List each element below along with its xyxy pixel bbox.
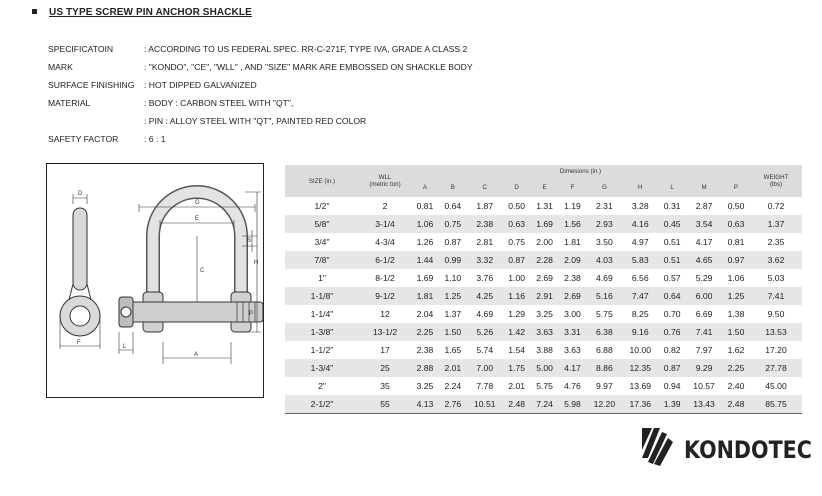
label-l: L — [123, 344, 127, 350]
table-cell: 1.81 — [411, 287, 439, 305]
col-b: B — [439, 177, 467, 197]
table-cell: 4.97 — [631, 237, 649, 247]
table-cell: 35 — [380, 381, 390, 391]
table-row — [285, 359, 802, 377]
table-cell: 1.87 — [476, 201, 494, 211]
dimensions-header: Dimesions (in.) — [411, 165, 750, 177]
table-row — [285, 305, 802, 323]
table-cell: 9.97 — [596, 381, 613, 391]
table-cell: 1.06 — [727, 273, 745, 283]
col-m: M — [686, 177, 722, 197]
side-view-bow — [73, 208, 87, 290]
label-g: G — [195, 200, 200, 206]
label-e: E — [195, 216, 200, 222]
table-cell: 0.87 — [444, 237, 462, 247]
table-cell: 2.04 — [416, 309, 434, 319]
table-cell: 1.10 — [444, 273, 462, 283]
table-cell: 3.76 — [476, 273, 494, 283]
table-cell: 1.25 — [722, 287, 750, 305]
table-cell: 0.87 — [503, 251, 531, 269]
table-cell: 9-1/2 — [359, 287, 411, 305]
table-cell: 1.26 — [416, 237, 434, 247]
table-cell: 12.35 — [622, 359, 658, 377]
table-cell: 2.93 — [586, 215, 622, 233]
table-cell: 5.16 — [586, 287, 622, 305]
table-cell: 1.56 — [559, 215, 587, 233]
table-cell: 2.69 — [559, 287, 587, 305]
table-cell: 0.99 — [439, 251, 467, 269]
table-cell: 5.74 — [476, 345, 494, 355]
table-cell: 5/8" — [285, 215, 359, 233]
table-cell: 55 — [359, 395, 411, 414]
table-cell: 3.50 — [596, 237, 613, 247]
kondotec-logo — [640, 424, 812, 466]
table-cell: 12.20 — [586, 395, 622, 414]
table-cell: 7.00 — [467, 359, 503, 377]
table-cell: 0.70 — [663, 309, 681, 319]
table-cell: 1-3/4" — [285, 359, 359, 377]
table-cell: 5.75 — [536, 381, 553, 391]
table-cell: 3.00 — [564, 309, 581, 319]
table-row — [285, 287, 802, 305]
table-row — [285, 341, 802, 359]
table-cell: 6.00 — [686, 287, 722, 305]
page-title-text: US TYPE SCREW PIN ANCHOR SHACKLE — [49, 7, 252, 18]
table-cell: 7.41 — [686, 323, 722, 341]
table-cell: 17.36 — [622, 395, 658, 414]
col-d: D — [503, 177, 531, 197]
logo-mark-icon — [640, 424, 682, 466]
table-cell: 2.88 — [411, 359, 439, 377]
table-row — [285, 395, 802, 414]
size-header: SIZE (in.) — [285, 165, 359, 197]
label-a: A — [194, 352, 199, 358]
spec-value: : HOT DIPPED GALVANIZED — [144, 80, 257, 90]
table-cell: 2.31 — [596, 201, 613, 211]
table-cell: 2 — [382, 201, 388, 211]
page-title — [32, 7, 252, 18]
table-body — [285, 197, 802, 414]
table-cell: 3-1/4 — [359, 215, 411, 233]
table-row — [285, 323, 802, 341]
wll-header: WLL (metric ton) — [359, 165, 411, 197]
spec-label: SURFACE FINISHING — [48, 80, 135, 90]
screw-pin — [125, 302, 263, 322]
table-cell: 4.13 — [411, 395, 439, 414]
table-cell: 2.81 — [476, 237, 494, 247]
table-cell: 17.20 — [765, 345, 787, 355]
table-cell: 0.50 — [508, 201, 526, 211]
table-cell: 5.83 — [622, 251, 658, 269]
table-cell: 1.81 — [564, 237, 581, 247]
table-cell: 0.51 — [658, 251, 686, 269]
table-cell: 1.06 — [411, 215, 439, 233]
col-p: P — [722, 177, 750, 197]
table-cell: 4.69 — [476, 309, 494, 319]
table-cell: 2.48 — [722, 395, 750, 414]
table-cell: 1.62 — [727, 345, 745, 355]
table-cell: 0.51 — [663, 237, 681, 247]
table-cell: 7/8" — [285, 251, 359, 269]
table-cell: 17 — [380, 345, 390, 355]
table-cell: 2.38 — [467, 215, 503, 233]
table-cell: 7.41 — [750, 287, 802, 305]
table-cell: 1" — [318, 273, 326, 283]
table-cell: 0.87 — [658, 359, 686, 377]
table-cell: 10.51 — [467, 395, 503, 414]
table-cell: 5.98 — [559, 395, 587, 414]
spec-label: SPECIFICATOIN — [48, 44, 114, 54]
table-cell: 4.17 — [695, 237, 713, 247]
table-cell: 7.47 — [622, 287, 658, 305]
table-cell: 1.16 — [503, 287, 531, 305]
table-cell: 5.75 — [596, 309, 613, 319]
table-cell: 0.76 — [658, 323, 686, 341]
table-cell: 7.97 — [695, 345, 713, 355]
table-cell: 2.91 — [531, 287, 559, 305]
table-cell: 2.09 — [559, 251, 587, 269]
spec-label: SAFETY FACTOR — [48, 134, 119, 144]
table-cell: 1.54 — [508, 345, 526, 355]
table-cell: 4.76 — [564, 381, 581, 391]
table-cell: 6.38 — [586, 323, 622, 341]
table-cell: 6.69 — [695, 309, 713, 319]
shackle-drawing — [46, 163, 264, 398]
table-row — [285, 233, 802, 251]
table-cell: 4-3/4 — [375, 237, 395, 247]
table-cell: 9.29 — [686, 359, 722, 377]
table-cell: 5.03 — [767, 273, 785, 283]
col-l: L — [658, 177, 686, 197]
table-cell: 13.53 — [750, 323, 802, 341]
table-cell: 0.94 — [663, 381, 681, 391]
table-cell: 3.28 — [631, 201, 649, 211]
shackle-diagram — [47, 164, 263, 397]
table-cell: 27.78 — [750, 359, 802, 377]
weight-header: WEIGHT (lbs) — [750, 165, 802, 197]
spec-label: MARK — [48, 62, 73, 72]
table-cell: 4.16 — [622, 215, 658, 233]
label-h: H — [254, 260, 259, 266]
table-cell: 7.78 — [476, 381, 494, 391]
table-cell: 0.97 — [722, 251, 750, 269]
table-cell: 6-1/2 — [359, 251, 411, 269]
table-cell: 1-1/2" — [310, 345, 334, 355]
table-cell: 3.63 — [531, 323, 559, 341]
table-cell: 2.00 — [536, 237, 553, 247]
table-cell: 0.75 — [439, 215, 467, 233]
table-cell: 1.50 — [439, 323, 467, 341]
table-cell: 1.00 — [508, 273, 526, 283]
table-cell: 9.50 — [767, 309, 785, 319]
table-cell: 1.44 — [411, 251, 439, 269]
spec-value: : 6 : 1 — [144, 134, 166, 144]
table-cell: 0.81 — [416, 201, 434, 211]
table-cell: 0.63 — [503, 215, 531, 233]
table-cell: 0.64 — [444, 201, 462, 211]
table-row — [285, 197, 802, 215]
table-row — [285, 377, 802, 395]
table-cell: 4.03 — [586, 251, 622, 269]
spec-value: : "KONDO", "CE", "WLL" , AND "SIZE" MARK ARE EMBOSSED ON SHACKLE BODY — [144, 62, 473, 72]
table-cell: 9.16 — [622, 323, 658, 341]
table-cell: 5.26 — [467, 323, 503, 341]
table-cell: 2.01 — [508, 381, 526, 391]
table-cell: 1.42 — [503, 323, 531, 341]
table-cell: 3.54 — [686, 215, 722, 233]
table-row — [285, 269, 802, 287]
table-cell: 4.17 — [559, 359, 587, 377]
table-cell: 2.40 — [727, 381, 745, 391]
table-cell: 8.25 — [631, 309, 649, 319]
spec-value: : ACCORDING TO US FEDERAL SPEC. RR-C-271F, TYPE IVA, GRADE A CLASS 2 — [144, 44, 468, 54]
table-cell: 2.87 — [695, 201, 713, 211]
table-cell: 0.82 — [663, 345, 681, 355]
col-h: H — [622, 177, 658, 197]
table-cell: 5.00 — [531, 359, 559, 377]
table-cell: 4.69 — [596, 273, 613, 283]
table-cell: 0.50 — [727, 201, 745, 211]
table-cell: 2.25 — [411, 323, 439, 341]
table-cell: 1.31 — [536, 201, 553, 211]
table-cell: 8.86 — [586, 359, 622, 377]
table-cell: 13.69 — [629, 381, 652, 391]
table-cell: 0.81 — [727, 237, 745, 247]
table-cell: 1/2" — [314, 201, 330, 211]
label-p: P — [249, 311, 254, 317]
table-cell: 1.19 — [564, 201, 581, 211]
table-cell: 3.31 — [559, 323, 587, 341]
table-cell: 4.25 — [467, 287, 503, 305]
table-cell: 1-1/8" — [285, 287, 359, 305]
table-cell: 2.69 — [536, 273, 553, 283]
table-cell: 0.72 — [767, 201, 785, 211]
table-cell: 0.45 — [658, 215, 686, 233]
table-cell: 3.63 — [564, 345, 581, 355]
spec-value: : PIN : ALLOY STEEL WITH "QT", PAINTED RED COLOR — [144, 116, 367, 126]
col-f: F — [559, 177, 587, 197]
table-cell: 2.35 — [767, 237, 785, 247]
table-cell: 1.65 — [444, 345, 462, 355]
table-cell: 2" — [318, 381, 326, 391]
table-cell: 10.57 — [693, 381, 715, 391]
table-cell: 0.63 — [722, 215, 750, 233]
logo-text: KONDOTEC — [684, 436, 812, 464]
spec-label: MATERIAL — [48, 98, 91, 108]
table-cell: 2.25 — [722, 359, 750, 377]
table-cell: 13-1/2 — [359, 323, 411, 341]
label-c: C — [200, 268, 205, 274]
table-cell: 0.31 — [663, 201, 681, 211]
table-cell: 1.25 — [439, 287, 467, 305]
table-cell: 7.24 — [531, 395, 559, 414]
table-cell: 1.29 — [508, 309, 526, 319]
table-cell: 1.39 — [658, 395, 686, 414]
table-cell: 6.56 — [631, 273, 649, 283]
side-view-hole — [70, 306, 90, 326]
spec-value: : BODY : CARBON STEEL WITH "QT", — [144, 98, 294, 108]
label-f: F — [77, 340, 81, 346]
table-cell: 1.50 — [722, 323, 750, 341]
table-cell: 2.38 — [416, 345, 434, 355]
col-e: E — [531, 177, 559, 197]
table-cell: 6.88 — [596, 345, 613, 355]
table-cell: 1-3/8" — [285, 323, 359, 341]
table-cell: 5.29 — [695, 273, 713, 283]
table-cell: 0.64 — [658, 287, 686, 305]
table-cell: 2-1/2" — [285, 395, 359, 414]
table-cell: 1.69 — [531, 215, 559, 233]
table-cell: 0.57 — [663, 273, 681, 283]
table-cell: 10.00 — [629, 345, 652, 355]
table-cell: 4.65 — [686, 251, 722, 269]
bullet-icon — [32, 9, 37, 14]
table-cell: 3.25 — [416, 381, 434, 391]
table-cell: 3/4" — [314, 237, 330, 247]
table-cell: 2.76 — [439, 395, 467, 414]
table-cell: 85.75 — [750, 395, 802, 414]
table-cell: 8-1/2 — [375, 273, 395, 283]
table-cell: 2.48 — [503, 395, 531, 414]
table-cell: 1.69 — [416, 273, 434, 283]
table-cell: 13.43 — [686, 395, 722, 414]
col-g: G — [586, 177, 622, 197]
table-cell: 3.32 — [467, 251, 503, 269]
label-b: B — [247, 238, 252, 244]
table-cell: 2.28 — [531, 251, 559, 269]
col-c: C — [467, 177, 503, 197]
table-cell: 1.37 — [444, 309, 462, 319]
table-row — [285, 215, 802, 233]
table-cell: 3.88 — [536, 345, 553, 355]
table-cell: 3.25 — [536, 309, 553, 319]
table-cell: 3.62 — [750, 251, 802, 269]
table-cell: 1.37 — [750, 215, 802, 233]
table-cell: 12 — [380, 309, 390, 319]
table-row — [285, 251, 802, 269]
table-cell: 45.00 — [765, 381, 787, 391]
table-cell: 2.01 — [439, 359, 467, 377]
table-cell: 2.38 — [564, 273, 581, 283]
table-cell: 1.75 — [503, 359, 531, 377]
table-cell: 1.38 — [727, 309, 745, 319]
col-a: A — [411, 177, 439, 197]
table-cell: 2.24 — [444, 381, 462, 391]
label-d: D — [78, 191, 83, 197]
dimensions-table — [285, 165, 802, 414]
table-cell: 1-1/4" — [310, 309, 334, 319]
table-cell: 25 — [359, 359, 411, 377]
table-cell: 0.75 — [508, 237, 526, 247]
